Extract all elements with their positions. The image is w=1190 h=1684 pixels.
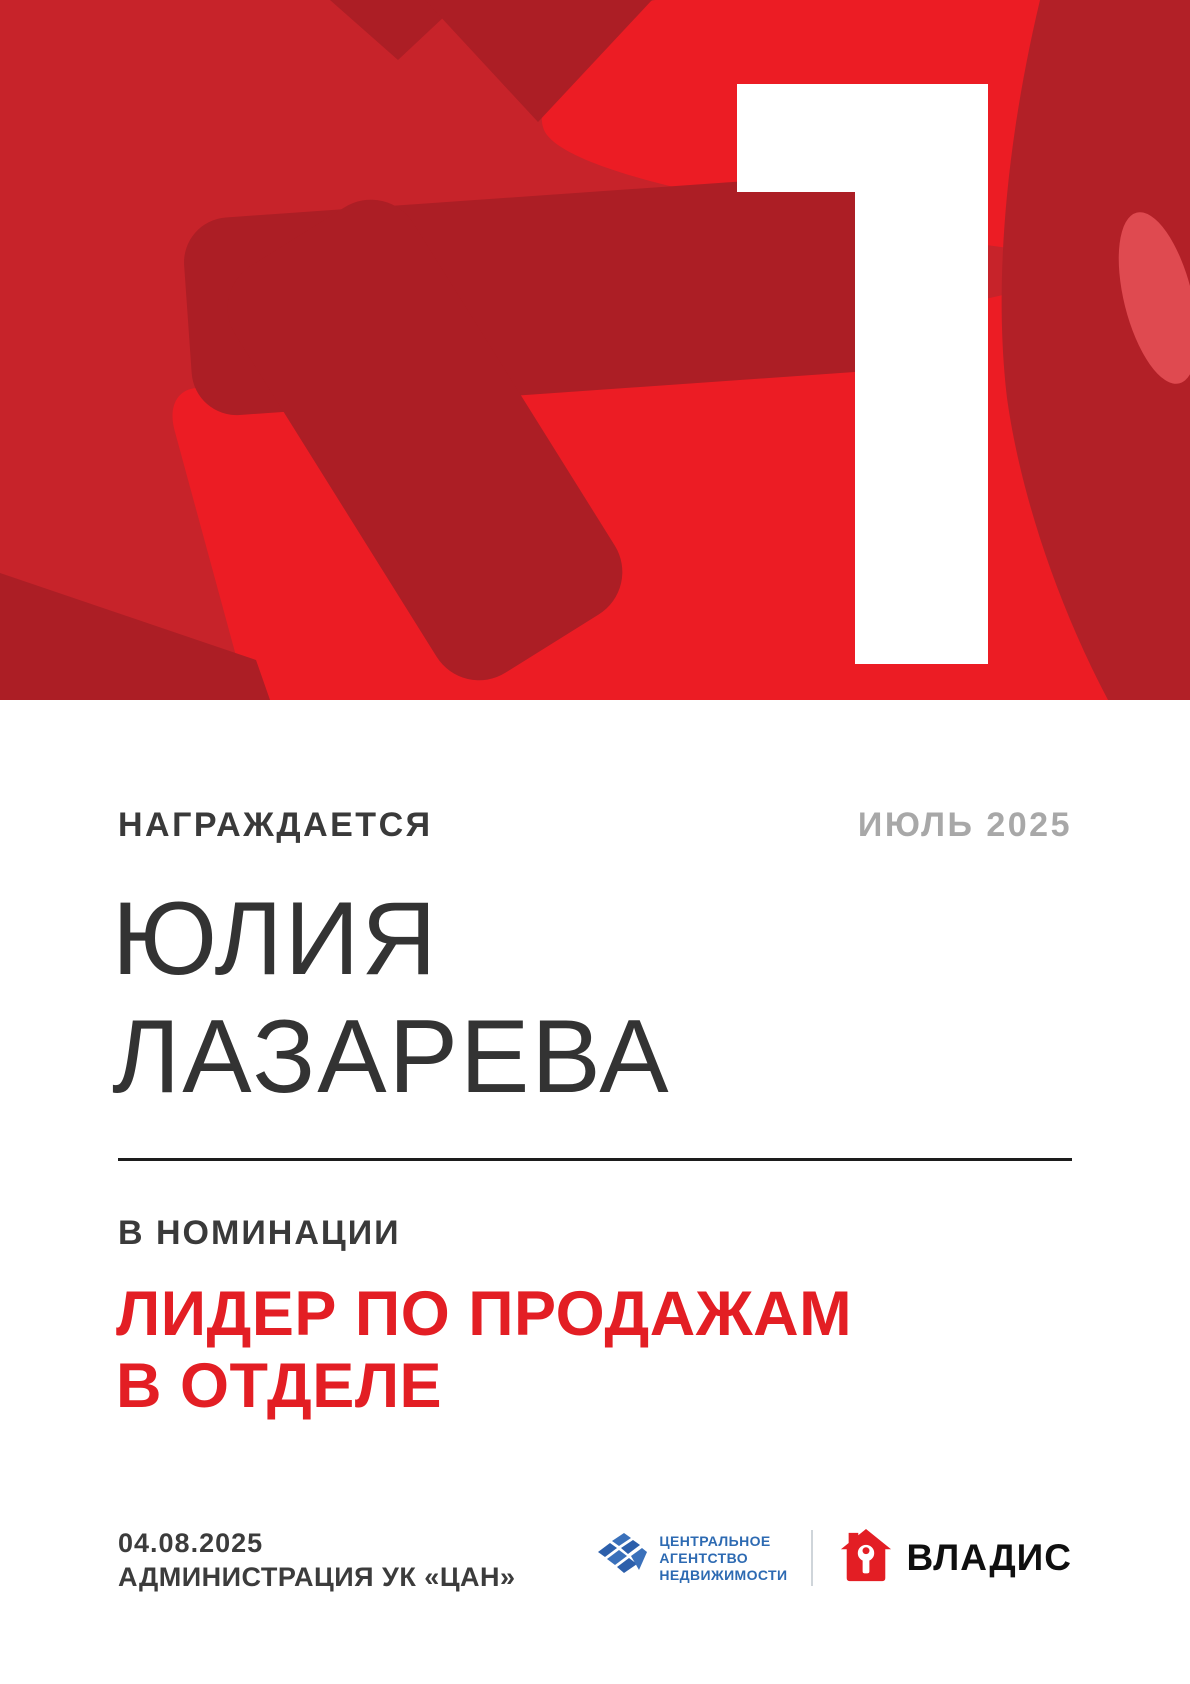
can-logo (595, 1530, 787, 1587)
divider-line (118, 1158, 1072, 1161)
award-label: НАГРАЖДАЕТСЯ (118, 806, 433, 844)
can-logo-line3: НЕДВИЖИМОСТИ (659, 1566, 788, 1583)
number-one-stem (855, 84, 988, 664)
recipient-name (112, 880, 671, 1116)
vladis-logo (837, 1529, 1072, 1588)
nomination-title-line1: ЛИДЕР ПО ПРОДАЖАМ (116, 1279, 853, 1349)
banner (0, 0, 1190, 700)
can-logo-text (659, 1533, 787, 1584)
recipient-name-line2: ЛАЗАРЕВА (112, 999, 671, 1115)
issuer: АДМИНИСТРАЦИЯ УК «ЦАН» (118, 1562, 516, 1592)
number-one-flag (737, 84, 855, 192)
banner-abstract-shapes (0, 0, 1190, 700)
recipient-name-line1: ЮЛИЯ (112, 881, 439, 997)
can-logo-line2: АГЕНТСТВО (659, 1549, 749, 1566)
issue-date: 04.08.2025 (118, 1528, 264, 1558)
vladis-logo-name: ВЛАДИС (906, 1537, 1072, 1578)
nomination-label: В НОМИНАЦИИ (118, 1214, 401, 1252)
can-flag-icon (595, 1530, 647, 1587)
can-logo-line1: ЦЕНТРАЛЬНОЕ (659, 1532, 771, 1549)
nomination-title-line2: В ОТДЕЛЕ (116, 1351, 443, 1421)
logo-separator (811, 1530, 813, 1586)
footer-logos (595, 1522, 1072, 1594)
vladis-house-icon (837, 1529, 895, 1588)
award-period: ИЮЛЬ 2025 (857, 806, 1072, 844)
nomination-title (116, 1278, 852, 1422)
